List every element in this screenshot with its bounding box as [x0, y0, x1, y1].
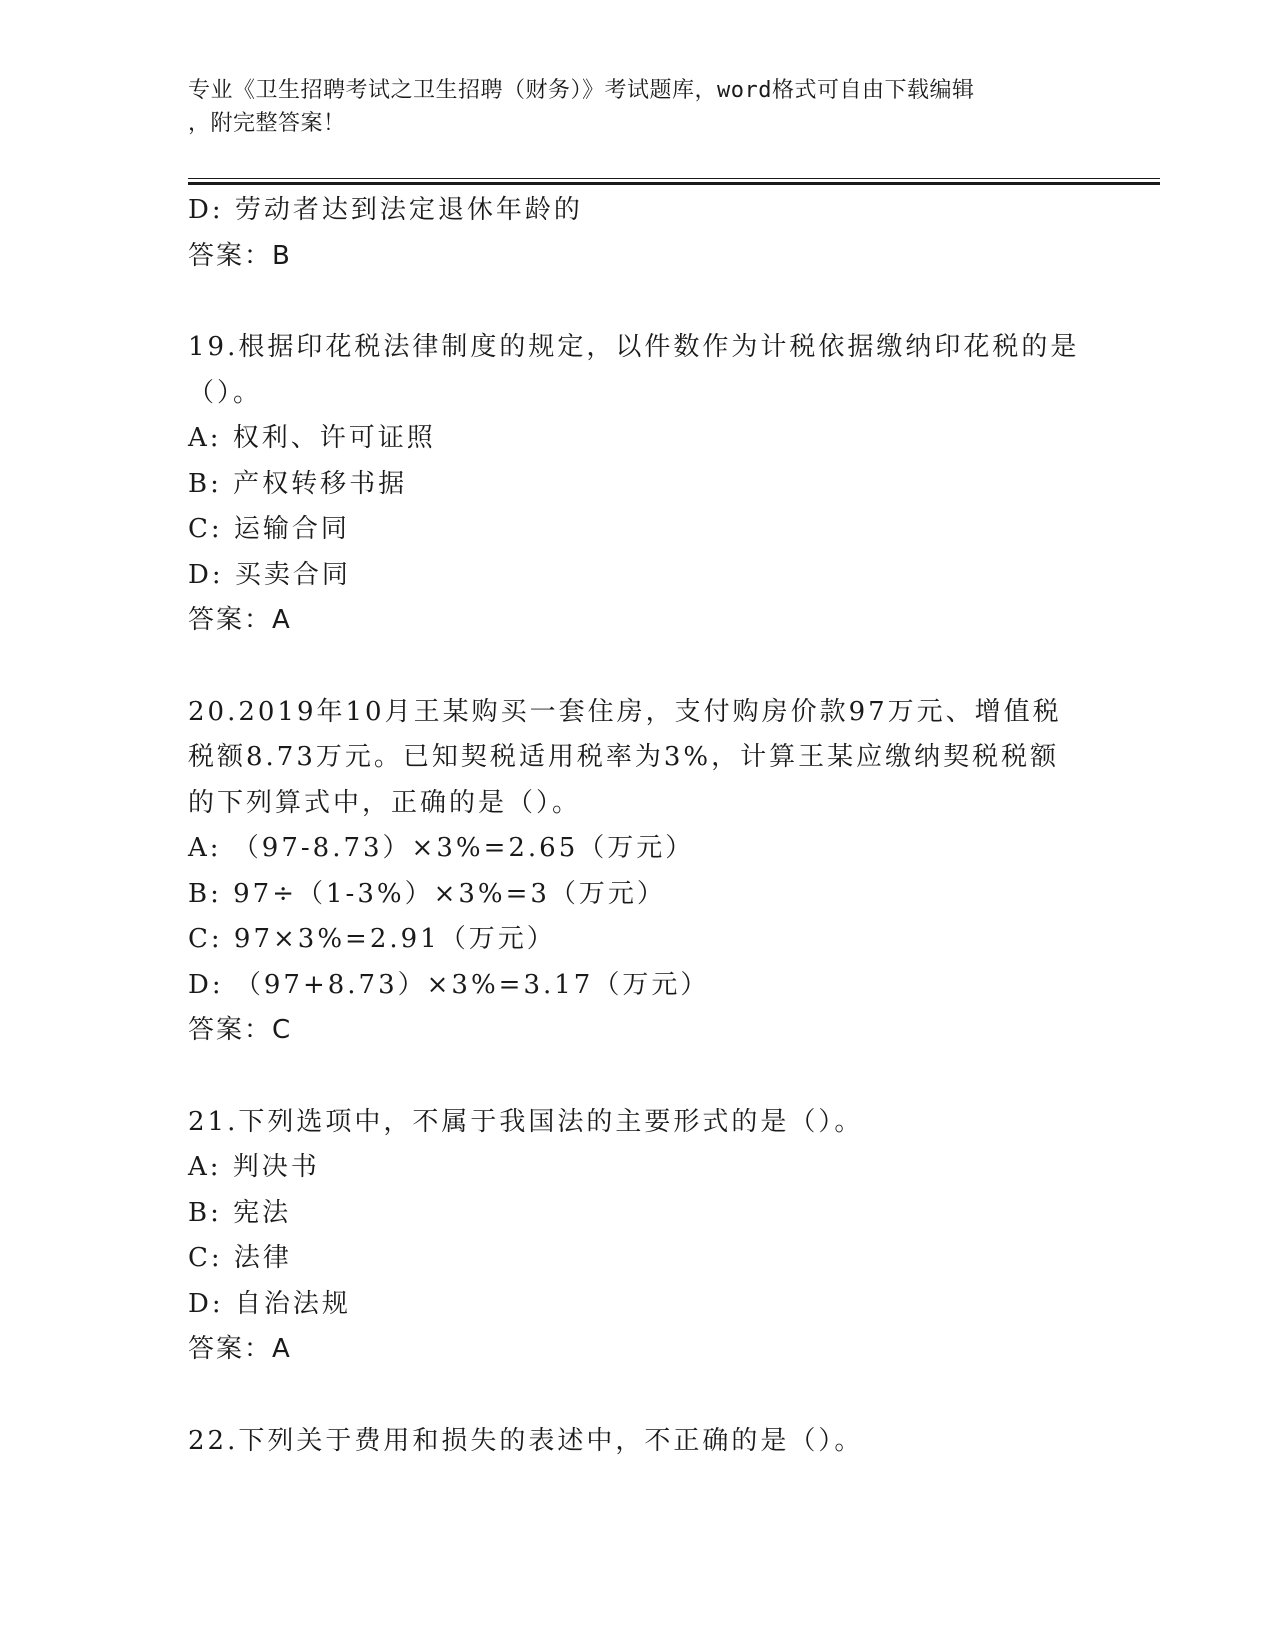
option-d: D: 自治法规	[188, 1288, 351, 1319]
header-divider-thin	[188, 178, 1160, 179]
carryover-block	[188, 188, 1088, 279]
option-b: B: 97÷（1-3%）×3%=3（万元）	[188, 878, 666, 909]
option-a: A: （97-8.73）×3%=2.65（万元）	[188, 833, 695, 863]
question-text: 19.根据印花税法律制度的规定，以件数作为计税依据缴纳印花税的是（）。	[188, 332, 1080, 408]
answer-line: 答案：A	[188, 605, 292, 635]
question-text: 20.2019年10月王某购买一套住房，支付购房价款97万元、增值税税额8.73万元。已知契税适用税率为3%，计算王某应缴纳契税税额的下列算式中，正确的是（）。	[188, 696, 1062, 818]
document-header	[188, 74, 1088, 140]
document-body	[188, 188, 1088, 1464]
header-divider-thick	[188, 182, 1160, 185]
option-c: C: 97×3%=2.91（万元）	[188, 924, 556, 954]
option-b: B: 宪法	[188, 1197, 292, 1228]
option-c: C: 法律	[188, 1243, 292, 1273]
option-d: D: 买卖合同	[188, 559, 351, 590]
header-line-1: 专业《卫生招聘考试之卫生招聘（财务）》考试题库，word格式可自由下载编辑	[188, 78, 975, 103]
answer-line: 答案：C	[188, 1015, 293, 1045]
question-22	[188, 1419, 1088, 1465]
question-19	[188, 325, 1088, 644]
option-c: C: 运输合同	[188, 514, 350, 544]
option-b: B: 产权转移书据	[188, 468, 408, 499]
question-21	[188, 1100, 1088, 1373]
answer-line: 答案：B	[188, 240, 292, 271]
question-text: 21.下列选项中，不属于我国法的主要形式的是（）。	[188, 1106, 864, 1137]
option-a: A: 判决书	[188, 1152, 320, 1182]
question-20	[188, 690, 1088, 1054]
question-text: 22.下列关于费用和损失的表述中，不正确的是（）。	[188, 1425, 864, 1456]
header-line-2: ，附完整答案！	[188, 111, 346, 136]
option-a: A: 权利、许可证照	[188, 423, 436, 453]
option-d: D: 劳动者达到法定退休年龄的	[188, 195, 583, 225]
answer-line: 答案：A	[188, 1334, 292, 1364]
option-d: D: （97+8.73）×3%=3.17（万元）	[188, 969, 710, 1000]
